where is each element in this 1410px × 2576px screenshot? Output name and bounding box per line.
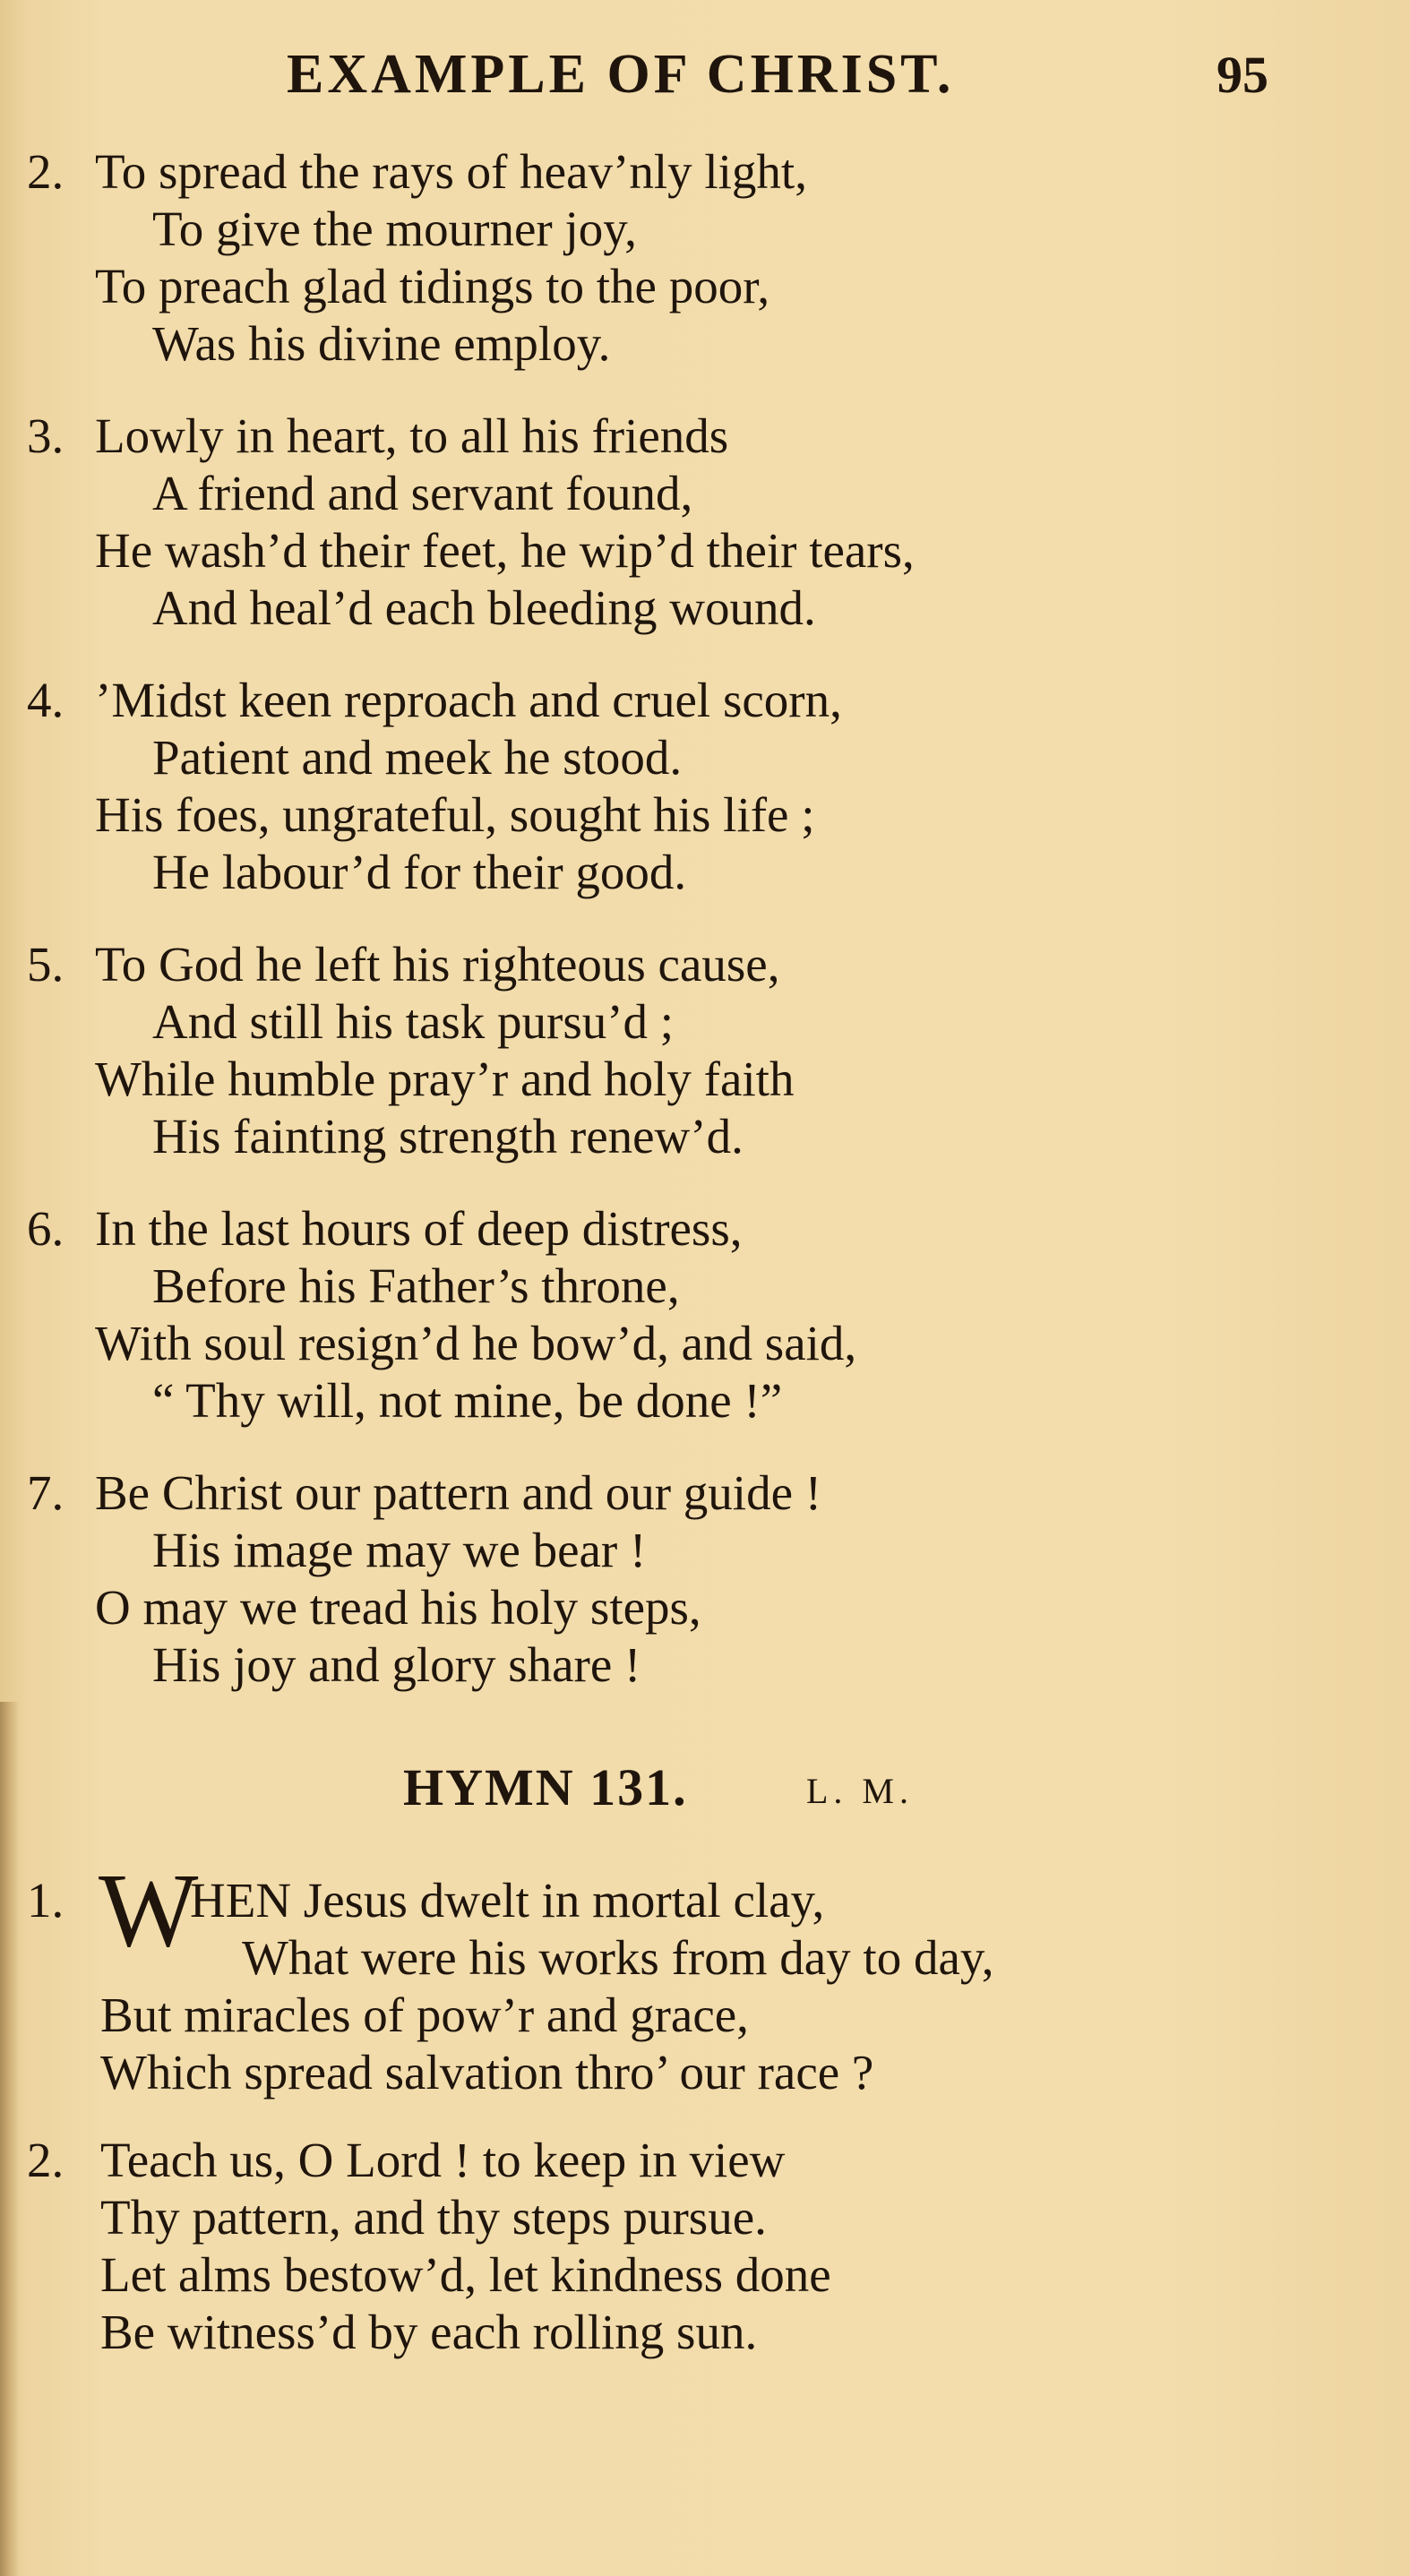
page-number: 95 (1217, 46, 1268, 104)
verse-line: His joy and glory share ! (152, 1637, 641, 1692)
hymn-number-title: HYMN 131. (403, 1758, 688, 1816)
verse-number: 1. (27, 1873, 64, 1928)
verse-number: 4. (27, 673, 64, 727)
verse-number: 2. (27, 2133, 64, 2187)
verse-line: Teach us, O Lord ! to keep in view (100, 2133, 786, 2187)
verse-line: To spread the rays of heav’nly light, (95, 144, 807, 199)
page-header (0, 43, 1410, 115)
verse-line: Was his divine employ. (152, 316, 611, 371)
verse-line: With soul resign’d he bow’d, and said, (95, 1316, 857, 1370)
running-head: EXAMPLE OF CHRIST. (287, 44, 955, 105)
verse-line: Patient and meek he stood. (152, 730, 683, 785)
verse-line: Be Christ our pattern and our guide ! (95, 1465, 822, 1520)
verse-line: He wash’d their feet, he wip’d their tears, (95, 523, 915, 578)
verse-line: Lowly in heart, to all his friends (95, 408, 729, 463)
verse-line: His fainting strength renew’d. (152, 1109, 744, 1163)
drop-cap: W (99, 1851, 199, 1969)
verse-line: But miracles of pow’r and grace, (100, 1988, 749, 2042)
verse-number: 6. (27, 1201, 64, 1256)
hymn-title (0, 1757, 1410, 1829)
verse-line: Be witness’d by each rolling sun. (100, 2305, 758, 2359)
verse-line: While humble pray’r and holy faith (95, 1052, 795, 1106)
verse-line: And still his task pursu’d ; (152, 994, 675, 1049)
verse-line: O may we tread his holy steps, (95, 1580, 701, 1635)
verse-line: To give the mourner joy, (152, 202, 637, 256)
verse-line: His image may we bear ! (152, 1523, 647, 1577)
verse-line: What were his works from day to day, (242, 1930, 994, 1985)
verse-line: He labour’d for their good. (152, 845, 687, 899)
verse-line: A friend and servant found, (152, 466, 693, 520)
verse-line: His foes, ungrateful, sought his life ; (95, 787, 815, 842)
page-binding-shadow (0, 1702, 20, 2576)
verse-number: 5. (27, 937, 64, 992)
verse-line: Let alms bestow’d, let kindness done (100, 2247, 831, 2302)
verse-line: Thy pattern, and thy steps pursue. (100, 2190, 767, 2245)
verse-line: “ Thy will, not mine, be done !” (152, 1373, 783, 1428)
verse-line: Which spread salvation thro’ our race ? (100, 2045, 874, 2099)
hymn-meter: L. M. (806, 1771, 914, 1811)
verse-number: 7. (27, 1465, 64, 1520)
verse-line: And heal’d each bleeding wound. (152, 580, 816, 635)
verse-number: 3. (27, 408, 64, 463)
verse-line: Before his Father’s throne, (152, 1258, 680, 1313)
verse-line: In the last hours of deep distress, (95, 1201, 743, 1256)
verse-number: 2. (27, 144, 64, 199)
verse-line: To preach glad tidings to the poor, (95, 259, 770, 313)
verse-line: HEN Jesus dwelt in mortal clay, (190, 1873, 825, 1928)
verse-line: To God he left his righteous cause, (95, 937, 780, 992)
verse-line: ’Midst keen reproach and cruel scorn, (95, 673, 842, 727)
